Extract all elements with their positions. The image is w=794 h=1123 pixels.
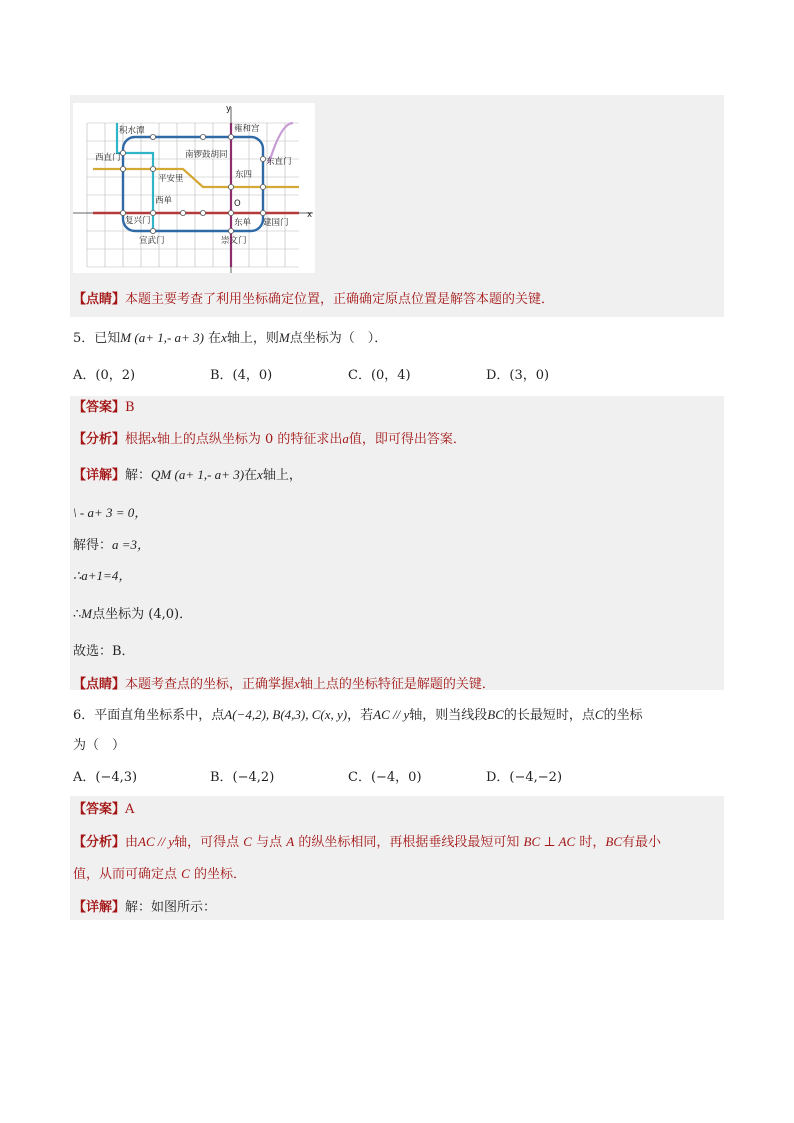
a6-an-h: 时， bbox=[579, 835, 606, 850]
q5-option-b[interactable]: B．(4，0) bbox=[210, 368, 273, 383]
q5-option-c[interactable]: C．(0，4) bbox=[348, 368, 411, 383]
a5-analysis-var: a bbox=[342, 431, 349, 446]
a6-analysis-line1 bbox=[73, 832, 661, 853]
a6-an-j: 有最小 bbox=[622, 835, 662, 850]
a5-analysis-tag: 【分析】 bbox=[73, 432, 126, 447]
a6-an-d: 与点 bbox=[256, 835, 283, 850]
note1-tag: 【点睛】 bbox=[73, 292, 126, 307]
a6-an-a: 由 bbox=[125, 835, 139, 850]
q6-option-b[interactable]: B．(−4,2) bbox=[210, 770, 275, 785]
a5-step4 bbox=[73, 604, 192, 625]
a5-step2-a: 解得： bbox=[73, 538, 113, 553]
a5-detail-x: x bbox=[257, 467, 263, 482]
q6-option-c[interactable]: C．(−4，0) bbox=[348, 770, 422, 785]
a6-answer-tag: 【答案】 bbox=[73, 802, 126, 817]
a6-answer-value: A bbox=[125, 802, 135, 817]
map-x-label: x bbox=[307, 210, 313, 220]
map-label-dongzhimen: 东直门 bbox=[266, 157, 292, 167]
q6-stem-line2: 为（ ） bbox=[73, 738, 126, 753]
map-y-label: y bbox=[226, 104, 232, 114]
map-origin-label: O bbox=[234, 199, 241, 209]
a5-answer bbox=[73, 398, 135, 418]
a5-analysis-a: 根据 bbox=[125, 432, 152, 447]
a5-step4-c: (4,0)． bbox=[148, 607, 193, 622]
a5-detail-expr: QM (a+ 1,- a+ 3) bbox=[151, 467, 245, 482]
a6-analysis-line2 bbox=[73, 864, 246, 885]
q6-option-a[interactable]: A．(−4,3) bbox=[73, 770, 138, 785]
q6-stem-a: 6．平面直角坐标系中，点 bbox=[73, 708, 225, 723]
q5-option-a[interactable]: A．(0，2) bbox=[73, 368, 136, 383]
q6-stem-pts: A(−4,2), B(4,3), C(x, y) bbox=[224, 707, 348, 722]
map-label-fuxingmen: 复兴门 bbox=[125, 216, 151, 226]
a6-an-i: BC bbox=[605, 834, 623, 849]
map-label-jianguomen: 建国门 bbox=[263, 218, 289, 228]
a5-note bbox=[73, 674, 495, 695]
a5-answer-value: B bbox=[125, 400, 135, 415]
a5-note-x: x bbox=[294, 676, 300, 691]
a5-step2 bbox=[73, 535, 150, 556]
a5-detail-tag: 【详解】 bbox=[73, 468, 126, 483]
q5-stem-a: 5．已知 bbox=[73, 331, 121, 346]
q5-expr: M (a+ 1,- a+ 3) bbox=[120, 330, 204, 345]
a6-an-k: 值，从而可确定点 bbox=[73, 867, 178, 882]
a5-step1: \ - a+ 3 = 0， bbox=[73, 505, 148, 520]
q5-x: x bbox=[221, 330, 227, 345]
q6-stem-cpt: C bbox=[594, 707, 604, 722]
a5-step3: ∴a+1=4， bbox=[73, 568, 132, 583]
q6-stem-c: 轴，则当线段 bbox=[409, 708, 488, 723]
q5-stem-d: 点坐标为（ ）． bbox=[289, 331, 388, 346]
a6-detail-text: 解：如图所示： bbox=[125, 900, 217, 915]
a6-answer bbox=[73, 800, 134, 820]
q6-stem-e: 的坐标 bbox=[603, 708, 643, 723]
q5-stem bbox=[73, 328, 387, 349]
a5-detail-b: 在 bbox=[244, 468, 258, 483]
a6-an-rel: AC // y bbox=[138, 834, 175, 849]
q5-stem-c: 轴上，则 bbox=[226, 331, 279, 346]
a6-an-e: A bbox=[286, 834, 295, 849]
map-label-dongsi: 东四 bbox=[235, 170, 253, 180]
a5-note-tag: 【点睛】 bbox=[73, 677, 126, 692]
map-label-xuanwumen: 宣武门 bbox=[139, 236, 165, 246]
a5-step4-m: M bbox=[81, 606, 93, 621]
q5-option-d[interactable]: D．(3，0) bbox=[486, 368, 550, 383]
q6-stem-d: 的长最短时，点 bbox=[503, 708, 595, 723]
a5-detail-c: 轴上， bbox=[262, 468, 302, 483]
a5-answer-tag: 【答案】 bbox=[73, 400, 126, 415]
a5-step4-b: 点坐标为 bbox=[92, 607, 145, 622]
map-label-xidan: 西单 bbox=[155, 196, 173, 206]
a5-step2-b: a =3， bbox=[112, 537, 151, 552]
note1-text: 本题主要考查了利用坐标确定位置，正确确定原点位置是解答本题的关键． bbox=[125, 292, 555, 307]
q5-m: M bbox=[278, 330, 290, 345]
a6-an-m: 的坐标． bbox=[193, 867, 246, 882]
a5-detail-a: 解： bbox=[125, 468, 152, 483]
a6-an-l: C bbox=[181, 866, 190, 881]
a6-an-f: 的纵坐标相同，再根据垂线段最短可知 bbox=[298, 835, 520, 850]
a6-analysis-tag: 【分析】 bbox=[73, 835, 126, 850]
metro-map-svg bbox=[73, 103, 315, 273]
a5-choice: 故选：B． bbox=[73, 644, 135, 659]
q6-stem-bc: BC bbox=[487, 707, 504, 722]
q6-stem-b: ，若 bbox=[347, 708, 374, 723]
a6-an-b: 轴，可得点 bbox=[174, 835, 240, 850]
a5-step4-a: ∴ bbox=[73, 607, 82, 622]
map-label-jishuitan: 积水潭 bbox=[119, 126, 145, 136]
map-label-dongdan: 东单 bbox=[234, 218, 252, 228]
map-grid bbox=[87, 123, 299, 267]
a5-analysis-b: 轴上的点纵坐标为 0 的特征求出 bbox=[156, 432, 343, 447]
q6-option-d[interactable]: D．(−4,−2) bbox=[486, 770, 563, 785]
map-label-pinganli: 平安里 bbox=[158, 174, 184, 184]
a5-analysis-x: x bbox=[151, 431, 157, 446]
a6-an-c: C bbox=[243, 834, 252, 849]
map-label-chongwenmen: 崇文门 bbox=[221, 236, 247, 246]
a5-detail bbox=[73, 465, 302, 486]
map-label-nanluoguxiang: 南锣鼓胡同 bbox=[185, 150, 228, 160]
map-label-yonghegong: 雍和宫 bbox=[234, 124, 260, 134]
a5-note-b: 轴上点的坐标特征是解题的关键． bbox=[299, 677, 495, 692]
a6-detail bbox=[73, 898, 216, 918]
a5-analysis bbox=[73, 429, 466, 450]
metro-map-figure bbox=[73, 103, 315, 273]
a6-an-g: BC ⊥ AC bbox=[523, 834, 576, 849]
a5-analysis-c: 值，即可得出答案． bbox=[348, 432, 466, 447]
a6-detail-tag: 【详解】 bbox=[73, 900, 126, 915]
map-label-xizhimen: 西直门 bbox=[95, 153, 121, 163]
q6-stem-line1 bbox=[73, 705, 643, 726]
q5-stem-b: 在 bbox=[208, 331, 222, 346]
q6-stem-rel: AC // y bbox=[373, 707, 410, 722]
note1-line bbox=[73, 290, 554, 310]
a5-note-a: 本题考查点的坐标，正确掌握 bbox=[125, 677, 295, 692]
